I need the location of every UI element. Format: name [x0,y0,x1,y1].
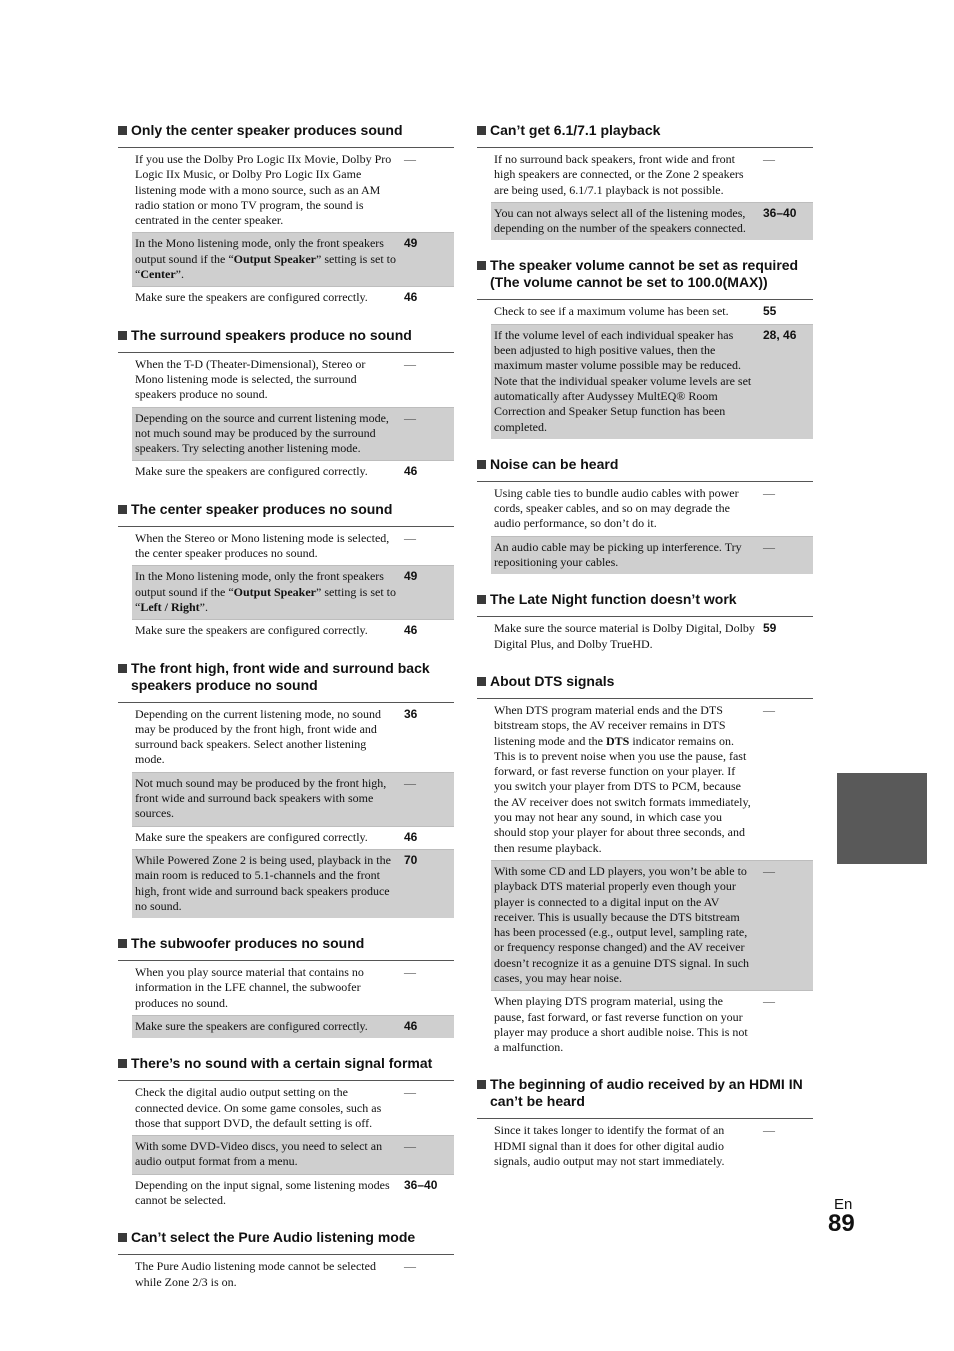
square-bullet-icon [118,1233,127,1242]
solution-row [491,148,813,202]
language-label: En [834,1196,853,1213]
section-heading [118,501,454,527]
page-reference: — [404,1085,416,1100]
solution-row [132,148,454,232]
solution-text: With some DVD-Video discs, you need to select an audio output format from a menu. [135,1139,383,1169]
solution-table [491,148,813,240]
solution-row [132,1255,454,1294]
section-heading-text: About DTS signals [490,672,615,689]
page-reference: — [763,863,775,878]
solution-text: Make sure the source material is Dolby Digital, Dolby Digital Plus, and Dolby TrueHD. [494,621,755,651]
section-heading [118,122,454,148]
solution-row [491,324,813,439]
page-reference: — [404,152,416,166]
solution-table [132,1255,454,1294]
square-bullet-icon [118,331,127,340]
troubleshooting-section [477,456,813,574]
page-reference: 36 [404,706,418,721]
troubleshooting-section [118,327,454,484]
troubleshooting-section [118,935,454,1038]
page-reference: — [404,775,416,790]
square-bullet-icon [477,677,486,686]
page-reference: — [404,530,416,545]
section-heading-text: Can’t select the Pure Audio listening mode [131,1229,416,1246]
section-heading-text: The center speaker produces no sound [131,500,393,517]
solution-text: Depending on the input signal, some listening modes cannot be selected. [135,1177,390,1208]
solution-row [132,619,454,642]
solution-row [132,1174,454,1213]
square-bullet-icon [118,505,127,514]
troubleshooting-section [118,122,454,310]
section-heading [118,935,454,961]
troubleshooting-section [118,660,454,919]
solution-text: If you use the Dolby Pro Logic IIx Movie, Dolby Pro Logic IIx Music, or Dolby Pro Logic IIx Game listening mode with a mono source, such as an AM radio station or mono TV program, the sound is centrated in the center speaker. [135,152,392,228]
setting-name: Output Speaker [233,251,317,266]
section-heading [477,673,813,699]
page-reference: — [763,994,775,1009]
section-heading-text: Can’t get 6.1/7.1 playback [490,122,661,138]
solution-table [491,482,813,574]
section-heading-text: There’s no sound with a certain signal format [131,1055,433,1072]
solution-row [132,703,454,772]
setting-name: DTS [605,733,630,748]
square-bullet-icon [477,126,486,135]
left-column [118,122,454,1311]
page-reference: — [763,702,775,717]
solution-text: In the Mono listening mode, only the front speakers output sound if the “Output Speaker” setting is set to “Left / Right”. [135,569,397,614]
square-bullet-icon [477,1080,486,1089]
solution-text: An audio cable may be picking up interference. Try repositioning your cables. [494,539,742,570]
solution-text: You can not always select all of the listening modes, depending on the number of the speakers connected. [494,205,746,236]
page-reference: 49 [404,236,418,251]
page-reference: 70 [404,852,418,867]
solution-text: Using cable ties to bundle audio cables with power cords, speaker cables, and so on may degrade the audio performance, so don’t do it. [494,485,739,531]
square-bullet-icon [118,126,127,135]
section-heading-text: The speaker volume cannot be set as required (The volume cannot be set to 100.0(MAX)) [490,257,799,291]
solution-table [132,961,454,1038]
section-heading [477,1076,813,1119]
solution-row [491,617,813,656]
page-reference: 59 [763,621,777,636]
page-reference: 49 [404,569,418,584]
setting-name: Left / Right [140,599,200,614]
section-heading [118,327,454,353]
page-reference: — [763,152,775,166]
solution-table [491,300,813,438]
page-reference: 46 [404,829,418,844]
page-reference: 55 [763,304,777,319]
solution-row [132,353,454,407]
page-reference: — [404,965,416,980]
section-heading-text: The Late Night function doesn’t work [490,591,737,608]
section-heading [477,122,813,148]
solution-row [491,990,813,1059]
solution-text: Make sure the speakers are configured correctly. [135,1018,368,1033]
solution-text: When the Stereo or Mono listening mode is selected, the center speaker produces no sound. [135,530,390,561]
right-column [477,122,813,1190]
troubleshooting-section [118,1229,454,1294]
solution-text: Since it takes longer to identify the format of an HDMI signal than it does for other digital audio signals, audio output may not start immediately. [494,1123,725,1169]
solution-text: If the volume level of each individual speaker has been adjusted to high positive values, then the maximum master volume possible may be reduced. Note that the individual speaker volume levels are set automatically after Audyssey MultEQ® Room Correction and Speaker Setup function has been completed. [494,327,752,434]
solution-table [491,617,813,656]
troubleshooting-section [477,673,813,1060]
section-heading [477,456,813,482]
square-bullet-icon [477,460,486,469]
solution-row [132,527,454,566]
solution-row [132,407,454,461]
solution-table [132,353,454,484]
page-reference: — [763,485,775,500]
solution-row [132,232,454,286]
section-heading-text: The subwoofer produces no sound [131,935,365,952]
solution-row [491,202,813,241]
solution-row [132,849,454,918]
solution-table [491,1119,813,1173]
solution-row [132,565,454,619]
section-heading-text: The beginning of audio received by an HDMI IN can’t be heard [490,1076,803,1110]
solution-text: Depending on the source and current listening mode, not much sound may be produced by the surround speakers. Try selecting another listening mode. [135,410,389,456]
page-reference: — [763,1123,775,1138]
square-bullet-icon [477,595,486,604]
solution-row [132,1081,454,1135]
solution-row [132,826,454,849]
page-reference: — [404,356,416,371]
section-heading [477,591,813,617]
solution-text: With some CD and LD players, you won’t be able to playback DTS material properly even though your player is connected to a digital input on the AV receiver. This is usually because the DTS bitstream has been processed (e.g., output level, sampling rate, or frequency response changed) and the AV receiver doesn’t recognize it as a genuine DTS signal. In such cases, you may hear noise. [494,863,750,985]
page-reference: — [404,1259,416,1274]
solution-row [491,536,813,575]
section-heading-text: Only the center speaker produces sound [131,122,403,138]
solution-row [132,772,454,826]
solution-row [132,460,454,483]
solution-text: When the T-D (Theater-Dimensional), Stereo or Mono listening mode is selected, the surround speakers produce no sound. [135,356,366,402]
troubleshooting-section [118,501,454,643]
solution-table [132,1081,454,1212]
section-heading [477,257,813,300]
solution-row [491,860,813,990]
page-reference: 46 [404,623,418,638]
solution-text: The Pure Audio listening mode cannot be selected while Zone 2/3 is on. [135,1259,376,1289]
troubleshooting-section [477,122,813,240]
square-bullet-icon [118,1059,127,1068]
section-heading [118,660,454,703]
solution-text: When DTS program material ends and the DTS bitstream stops, the AV receiver remains in DTS listening mode and the DTS indicator remains on. This is to prevent noise when you use the pause, fast forward, or fast reverse function on your player. If you switch your player from DTS to PCM, because the AV receiver does not switch formats immediately, you may not hear any sound, in which case you should stop your player for about three seconds, and then resume playback. [494,702,751,855]
page-reference: 36–40 [763,205,797,220]
solution-row [491,1119,813,1173]
solution-row [491,482,813,536]
solution-row [132,1135,454,1174]
solution-text: Make sure the speakers are configured correctly. [135,464,368,479]
section-heading-text: The front high, front wide and surround back speakers produce no sound [131,659,430,693]
troubleshooting-section [118,1055,454,1212]
solution-text: While Powered Zone 2 is being used, playback in the main room is reduced to 5.1-channels and the front high, front wide and surround back speakers produce no sound. [135,852,391,913]
solution-text: Make sure the speakers are configured correctly. [135,623,368,638]
solution-row [132,286,454,309]
solution-text: When you play source material that contains no information in the LFE channel, the subwoofer produces no sound. [135,965,364,1010]
section-tab-marker [837,773,927,864]
solution-text: If no surround back speakers, front wide and front high speakers are connected, or the Zone 2 speakers are being used, 6.1/7.1 playback is not possible. [494,152,744,197]
solution-text: Not much sound may be produced by the front high, front wide and surround back speakers with some sources. [135,775,387,821]
page-reference: — [404,1139,416,1154]
setting-name: Output Speaker [233,584,317,599]
section-heading [118,1055,454,1081]
solution-text: In the Mono listening mode, only the front speakers output sound if the “Output Speaker” setting is set to “Center”. [135,236,397,282]
troubleshooting-section [477,1076,813,1173]
solution-table [491,699,813,1060]
page-reference: — [404,410,416,425]
solution-text: Check to see if a maximum volume has been set. [494,304,729,319]
page-reference: 28, 46 [763,327,797,342]
square-bullet-icon [118,939,127,948]
page-reference: 46 [404,1018,418,1033]
solution-text: When playing DTS program material, using the pause, fast forward, or fast reverse function on your player may produce a short audible noise. This is not a malfunction. [494,994,748,1055]
section-heading-text: The surround speakers produce no sound [131,326,412,343]
solution-row [491,300,813,323]
solution-text: Check the digital audio output setting on the connected device. On some game consoles, such as those that support DVD, the default setting is off. [135,1085,382,1130]
solution-text: Make sure the speakers are configured correctly. [135,829,368,844]
solution-table [132,527,454,643]
page-reference: 46 [404,290,418,305]
troubleshooting-section [477,591,813,656]
solution-table [132,148,454,310]
solution-row [132,1015,454,1038]
solution-row [491,699,813,860]
page-reference: 46 [404,464,418,479]
page-number: 89 [828,1210,855,1237]
solution-table [132,703,454,919]
page-reference: — [763,539,775,554]
solution-text: Make sure the speakers are configured correctly. [135,290,368,305]
solution-row [132,961,454,1015]
section-heading-text: Noise can be heard [490,455,619,472]
solution-text: Depending on the current listening mode, no sound may be produced by the front high, front wide and surround back speakers. Select another listening mode. [135,706,381,767]
section-heading [118,1229,454,1255]
setting-name: Center [140,267,176,282]
troubleshooting-section [477,257,813,438]
page-reference: 36–40 [404,1177,438,1192]
square-bullet-icon [118,664,127,673]
square-bullet-icon [477,261,486,270]
